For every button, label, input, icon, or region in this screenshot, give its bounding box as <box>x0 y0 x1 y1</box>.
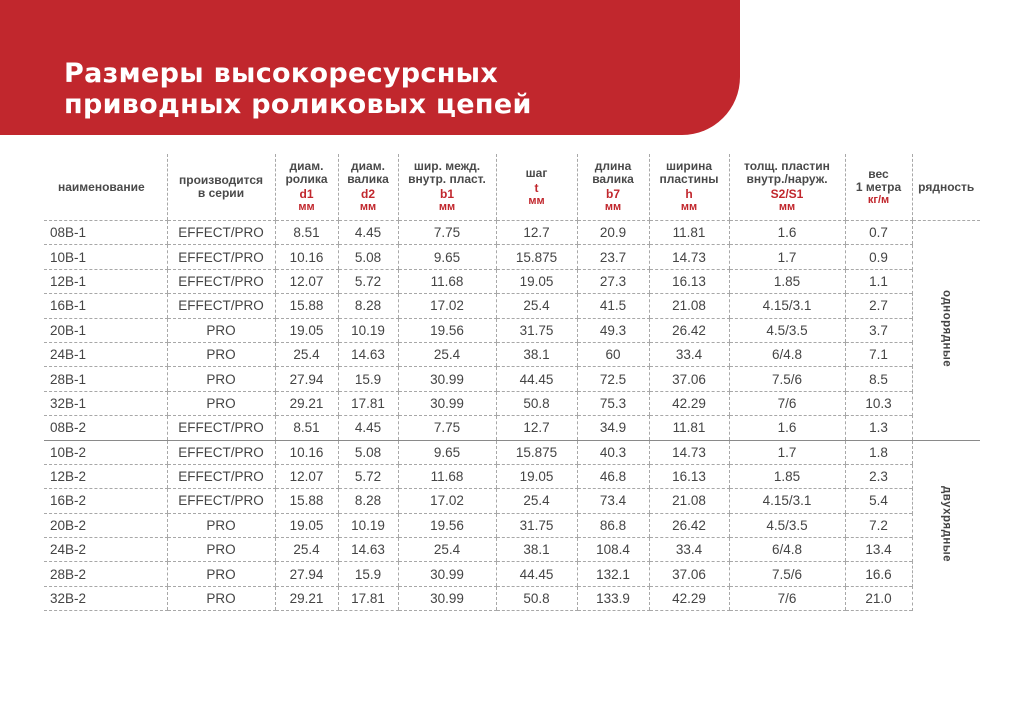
table-row <box>44 586 980 610</box>
table-cell: 4.15/3.1 <box>729 294 845 318</box>
table-row <box>44 342 980 366</box>
table-row <box>44 464 980 488</box>
table-cell: 6/4.8 <box>729 342 845 366</box>
table-cell: 30.99 <box>398 391 496 415</box>
table-cell: 25.4 <box>398 342 496 366</box>
header-symbol: b1 <box>439 187 454 201</box>
row-type-label: однорядные <box>940 290 953 368</box>
table-cell: 17.02 <box>398 294 496 318</box>
table-cell: 7/6 <box>729 391 845 415</box>
header-symbol: S2/S1 <box>770 187 804 201</box>
header-symbol: t <box>534 180 539 195</box>
table-cell: 1.3 <box>845 416 912 440</box>
table-cell: PRO <box>167 538 275 562</box>
table-cell: 12.07 <box>275 464 338 488</box>
table-cell: 21.08 <box>649 294 729 318</box>
table-cell: 12.07 <box>275 269 338 293</box>
column-header <box>729 154 845 221</box>
table-header-row <box>44 154 980 221</box>
table-cell: 50.8 <box>496 586 577 610</box>
table-cell: 42.29 <box>649 391 729 415</box>
table-cell: 16B-1 <box>44 294 167 318</box>
table-cell: 33.4 <box>649 538 729 562</box>
table-cell: 15.88 <box>275 489 338 513</box>
table-cell: 11.68 <box>398 269 496 293</box>
table-cell: 11.81 <box>649 221 729 245</box>
table-cell: 1.85 <box>729 464 845 488</box>
table-cell: 5.08 <box>338 245 398 269</box>
header-label: толщ. пластин <box>744 159 830 173</box>
table-cell: 7.75 <box>398 416 496 440</box>
table-cell: 40.3 <box>577 440 649 464</box>
table-cell: 38.1 <box>496 342 577 366</box>
table-cell: 46.8 <box>577 464 649 488</box>
title-line: Размеры высокоресурсных <box>64 58 499 89</box>
header-label: шир. межд. <box>413 159 481 173</box>
table-cell: 5.72 <box>338 269 398 293</box>
table-cell: 10.19 <box>338 318 398 342</box>
table-cell: 19.56 <box>398 513 496 537</box>
header-label: ширина <box>665 159 712 173</box>
table-cell: 73.4 <box>577 489 649 513</box>
table-cell: 31.75 <box>496 513 577 537</box>
table-cell: 1.6 <box>729 221 845 245</box>
table-cell: 4.5/3.5 <box>729 513 845 537</box>
table-cell: 7.75 <box>398 221 496 245</box>
table-row <box>44 318 980 342</box>
table-cell: 12B-2 <box>44 464 167 488</box>
table-cell: 75.3 <box>577 391 649 415</box>
header-label: шаг <box>525 165 548 180</box>
header-label: производится <box>178 173 264 187</box>
title-line: приводных роликовых цепей <box>64 89 532 120</box>
table-cell: 25.4 <box>275 538 338 562</box>
table-cell: 10.3 <box>845 391 912 415</box>
table-cell: 72.5 <box>577 367 649 391</box>
table-cell: 11.68 <box>398 464 496 488</box>
table-cell: 26.42 <box>649 318 729 342</box>
table-cell: 19.05 <box>496 464 577 488</box>
table-cell: 28B-1 <box>44 367 167 391</box>
table-cell: 27.94 <box>275 562 338 586</box>
header-label: валика <box>347 172 389 186</box>
table-row <box>44 440 980 464</box>
header-unit: мм <box>778 201 796 213</box>
table-row <box>44 538 980 562</box>
table-cell: PRO <box>167 342 275 366</box>
table-cell: PRO <box>167 367 275 391</box>
table-cell: 15.9 <box>338 562 398 586</box>
table-row <box>44 391 980 415</box>
table-cell: 0.9 <box>845 245 912 269</box>
table-cell: 34.9 <box>577 416 649 440</box>
table-cell: EFFECT/PRO <box>167 416 275 440</box>
table-cell: 14.63 <box>338 538 398 562</box>
table-row <box>44 416 980 440</box>
table-cell: 6/4.8 <box>729 538 845 562</box>
table-cell: 38.1 <box>496 538 577 562</box>
table-cell: 108.4 <box>577 538 649 562</box>
table-cell: 44.45 <box>496 562 577 586</box>
table-cell: 23.7 <box>577 245 649 269</box>
header-unit: мм <box>680 201 698 213</box>
table-cell: 25.4 <box>496 294 577 318</box>
table-cell: 26.42 <box>649 513 729 537</box>
table-row <box>44 269 980 293</box>
table-cell: 42.29 <box>649 586 729 610</box>
table-cell: 5.4 <box>845 489 912 513</box>
table-cell: 37.06 <box>649 367 729 391</box>
table-cell: 41.5 <box>577 294 649 318</box>
table-cell: 24B-2 <box>44 538 167 562</box>
table-cell: 8.28 <box>338 294 398 318</box>
header-label: ролика <box>285 172 328 186</box>
table-cell: 10B-2 <box>44 440 167 464</box>
table-cell: 12.7 <box>496 416 577 440</box>
page-title <box>64 58 532 120</box>
table-cell: 21.08 <box>649 489 729 513</box>
header-unit: мм <box>438 201 456 213</box>
table-cell: 50.8 <box>496 391 577 415</box>
table-cell: 13.4 <box>845 538 912 562</box>
table-cell: 15.875 <box>496 440 577 464</box>
table-cell: 86.8 <box>577 513 649 537</box>
table-cell: EFFECT/PRO <box>167 221 275 245</box>
table-cell: 17.02 <box>398 489 496 513</box>
column-header <box>167 154 275 221</box>
table-row <box>44 294 980 318</box>
table-cell: 20B-2 <box>44 513 167 537</box>
table-cell: EFFECT/PRO <box>167 245 275 269</box>
header-symbol: d1 <box>299 187 314 201</box>
table-cell: 32B-1 <box>44 391 167 415</box>
table-cell: 15.88 <box>275 294 338 318</box>
header-label: в серии <box>197 186 245 200</box>
table-cell: 0.7 <box>845 221 912 245</box>
table-cell: 60 <box>577 342 649 366</box>
table-cell: 8.5 <box>845 367 912 391</box>
table-cell: 1.8 <box>845 440 912 464</box>
table-row <box>44 367 980 391</box>
table-cell: 15.875 <box>496 245 577 269</box>
table-cell: 30.99 <box>398 562 496 586</box>
table-cell: 30.99 <box>398 586 496 610</box>
table-cell: 21.0 <box>845 586 912 610</box>
table-cell: 9.65 <box>398 440 496 464</box>
table-cell: 17.81 <box>338 391 398 415</box>
table-row <box>44 489 980 513</box>
table-cell: 7.2 <box>845 513 912 537</box>
table-cell: 20B-1 <box>44 318 167 342</box>
table-cell: 2.7 <box>845 294 912 318</box>
table-cell: 25.4 <box>275 342 338 366</box>
table-cell: 30.99 <box>398 367 496 391</box>
table-cell: 4.5/3.5 <box>729 318 845 342</box>
table-cell: 17.81 <box>338 586 398 610</box>
table-row <box>44 562 980 586</box>
table-cell: 20.9 <box>577 221 649 245</box>
table-cell: 37.06 <box>649 562 729 586</box>
table-cell: 8.28 <box>338 489 398 513</box>
table-cell: 28B-2 <box>44 562 167 586</box>
header-label: внутр./наруж. <box>746 172 828 186</box>
table-cell: 44.45 <box>496 367 577 391</box>
table-row <box>44 221 980 245</box>
header-label: диам. <box>289 159 324 173</box>
table-cell: 12.7 <box>496 221 577 245</box>
table-cell: 4.45 <box>338 416 398 440</box>
table-cell: 15.9 <box>338 367 398 391</box>
header-unit: мм <box>528 194 545 207</box>
table-cell: 5.72 <box>338 464 398 488</box>
header-label: рядность <box>918 179 975 194</box>
table-cell: 08В-1 <box>44 221 167 245</box>
table-cell: 10.16 <box>275 245 338 269</box>
table-cell: 25.4 <box>398 538 496 562</box>
column-header <box>845 154 912 221</box>
table-cell: EFFECT/PRO <box>167 294 275 318</box>
table-cell: 16.13 <box>649 464 729 488</box>
table-cell: 25.4 <box>496 489 577 513</box>
column-header <box>577 154 649 221</box>
table-cell: 2.3 <box>845 464 912 488</box>
row-type-label: двухрядные <box>940 486 953 563</box>
table-cell: 9.65 <box>398 245 496 269</box>
table-cell: 7/6 <box>729 586 845 610</box>
table-body <box>44 221 980 611</box>
table-cell: 1.7 <box>729 440 845 464</box>
table-cell: EFFECT/PRO <box>167 489 275 513</box>
table-cell: PRO <box>167 586 275 610</box>
table-cell: 08B-2 <box>44 416 167 440</box>
column-header <box>912 154 980 221</box>
table-cell: 16B-2 <box>44 489 167 513</box>
table-cell: 49.3 <box>577 318 649 342</box>
column-header <box>44 154 167 221</box>
header-unit: мм <box>359 201 377 213</box>
column-header <box>275 154 338 221</box>
table-cell: PRO <box>167 562 275 586</box>
table-cell: 10B-1 <box>44 245 167 269</box>
table-cell: 5.08 <box>338 440 398 464</box>
table-cell: 19.05 <box>275 513 338 537</box>
table-cell: 14.73 <box>649 440 729 464</box>
table-cell: 7.1 <box>845 342 912 366</box>
header-symbol: d2 <box>360 187 375 201</box>
table-cell: 132.1 <box>577 562 649 586</box>
header-label: длина <box>594 159 632 173</box>
table-cell: 27.94 <box>275 367 338 391</box>
header-label: диам. <box>351 159 385 173</box>
header-unit: мм <box>604 201 622 213</box>
table-cell: 16.13 <box>649 269 729 293</box>
table-cell: EFFECT/PRO <box>167 440 275 464</box>
table-cell: 32B-2 <box>44 586 167 610</box>
column-header <box>398 154 496 221</box>
header-symbol: b7 <box>605 187 620 201</box>
chain-dimensions-table <box>44 154 980 611</box>
table-cell: 19.05 <box>275 318 338 342</box>
table-cell: 31.75 <box>496 318 577 342</box>
table-cell: 14.73 <box>649 245 729 269</box>
table-cell: 8.51 <box>275 221 338 245</box>
header-label: пластины <box>659 172 719 186</box>
row-type-cell <box>912 440 980 611</box>
table-cell: 1.6 <box>729 416 845 440</box>
header-unit: кг/м <box>867 193 890 206</box>
table-row <box>44 245 980 269</box>
header-label: наименование <box>58 179 145 194</box>
header-label: валика <box>592 172 634 186</box>
header-symbol: h <box>685 187 693 201</box>
table-cell: 8.51 <box>275 416 338 440</box>
table-cell: 29.21 <box>275 391 338 415</box>
table-cell: 7.5/6 <box>729 562 845 586</box>
table-cell: 4.45 <box>338 221 398 245</box>
table-cell: 29.21 <box>275 586 338 610</box>
table-cell: 11.81 <box>649 416 729 440</box>
table-cell: PRO <box>167 318 275 342</box>
table-cell: 24B-1 <box>44 342 167 366</box>
header-label: внутр. пласт. <box>408 172 486 186</box>
column-header <box>649 154 729 221</box>
table-cell: 33.4 <box>649 342 729 366</box>
table-cell: 1.85 <box>729 269 845 293</box>
table-cell: 27.3 <box>577 269 649 293</box>
header-label: вес <box>868 166 889 181</box>
table-cell: PRO <box>167 391 275 415</box>
table-cell: 14.63 <box>338 342 398 366</box>
table-cell: 7.5/6 <box>729 367 845 391</box>
table-cell: EFFECT/PRO <box>167 464 275 488</box>
table-cell: EFFECT/PRO <box>167 269 275 293</box>
table-cell: 3.7 <box>845 318 912 342</box>
table-row <box>44 513 980 537</box>
table-cell: 1.7 <box>729 245 845 269</box>
table-cell: 12B-1 <box>44 269 167 293</box>
table-cell: PRO <box>167 513 275 537</box>
table-cell: 19.56 <box>398 318 496 342</box>
table-cell: 19.05 <box>496 269 577 293</box>
table-cell: 16.6 <box>845 562 912 586</box>
table-cell: 10.16 <box>275 440 338 464</box>
column-header <box>496 154 577 221</box>
table-cell: 1.1 <box>845 269 912 293</box>
column-header <box>338 154 398 221</box>
table-cell: 10.19 <box>338 513 398 537</box>
table-cell: 4.15/3.1 <box>729 489 845 513</box>
row-type-cell <box>912 221 980 441</box>
header-label: 1 метра <box>855 179 902 194</box>
header-unit: мм <box>298 201 315 213</box>
table-cell: 133.9 <box>577 586 649 610</box>
